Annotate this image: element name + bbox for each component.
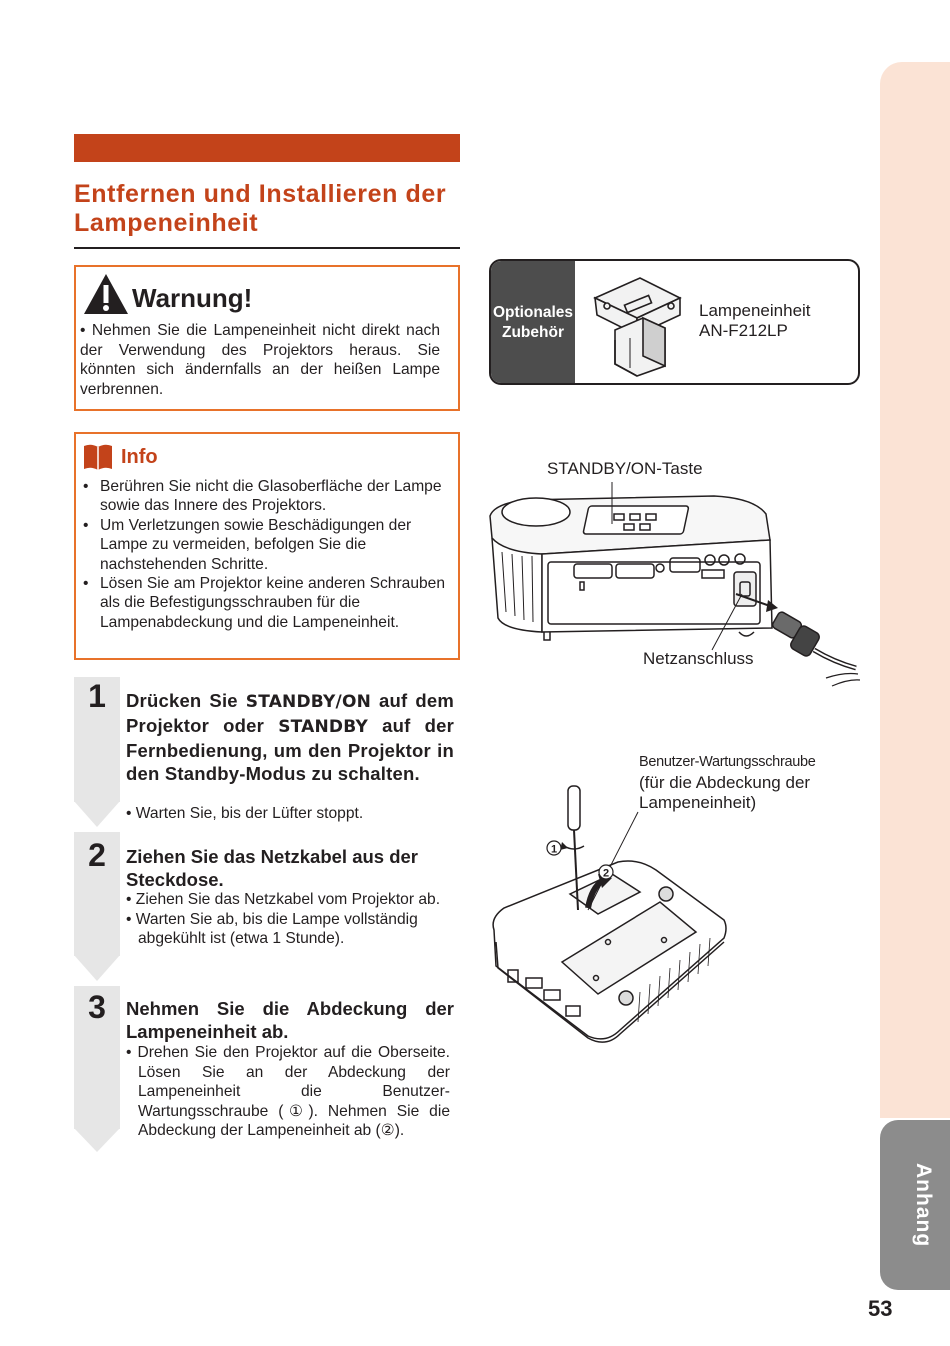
book-icon [82, 442, 114, 472]
step-2-arrow [74, 955, 120, 983]
warning-triangle-icon [82, 271, 130, 317]
step-1-number: 1 [88, 678, 106, 714]
accessory-tag-line: Optionales [492, 304, 574, 321]
projector-bottom-illustration [488, 782, 738, 1060]
step-2-bullet: • Warten Sie ab, bis die Lampe vollständig abgekühlt ist (etwa 1 Stunde). [126, 910, 418, 947]
step-3-number: 3 [88, 989, 106, 1025]
step-1-body [126, 804, 450, 824]
step-2-bullet: • Ziehen Sie das Netzkabel vom Projektor ab. [126, 891, 441, 908]
warning-text: • Nehmen Sie die Lampeneinheit nicht direkt nach der Verwendung des Projektors heraus. Sie könnten sich ändernfalls an der heißen Lampe verbrennen. [80, 322, 440, 398]
side-tab-label: Anhang [912, 1163, 935, 1248]
step-1-heading-part: Drücken Sie [126, 690, 246, 711]
lamp-unit-image [585, 270, 690, 378]
maintenance-screw-label: Benutzer-Wartungsschraube [639, 754, 816, 770]
step-2-body [126, 890, 450, 949]
section-header-bar [74, 134, 460, 162]
step-2-number: 2 [88, 837, 106, 873]
power-socket-label: Netzanschluss [643, 649, 754, 668]
projector-rear-illustration [484, 482, 864, 692]
accessory-tag [491, 261, 575, 383]
standby-key: STANDBY [278, 717, 368, 737]
accessory-name-line: Lampeneinheit [699, 301, 811, 320]
warning-title: Warnung! [132, 283, 253, 313]
page-number: 53 [868, 1296, 893, 1321]
step-marker-1: 1 [550, 843, 558, 856]
accessory-tag-line: Zubehör [502, 324, 564, 341]
info-item: • Um Verletzungen sowie Beschädigungen der Lampe zu vermeiden, befolgen Sie die nachstehenden Schritte. [80, 516, 452, 574]
standby-on-key: STANDBY/ON [245, 692, 372, 712]
step-marker-2: 2 [602, 867, 610, 880]
step-1-heading-part: auf dem Projektor oder [126, 690, 454, 736]
step-1-arrow [74, 801, 120, 829]
step-3-bullet: • Drehen Sie den Projektor auf die Oberseite. Lösen Sie an der Abdeckung der Lampeneinheit die Benutzer-Wartungsschraube (①). Nehmen Sie die Abdeckung der Lampeneinheit ab (②). [126, 1044, 450, 1139]
step-2-heading: Ziehen Sie das Netzkabel aus der Steckdose. [126, 846, 418, 890]
info-title: Info [121, 446, 158, 468]
info-item: • Berühren Sie nicht die Glasoberfläche der Lampe sowie das Innere des Projektors. [80, 477, 452, 516]
info-list [80, 477, 452, 632]
side-band [880, 62, 950, 1118]
info-item: • Lösen Sie am Projektor keine anderen Schrauben als die Befestigungsschrauben für die Lampenabdeckung und die Lampeneinheit. [80, 574, 452, 632]
step-1-heading [126, 689, 454, 785]
accessory-name [699, 301, 811, 341]
maintenance-screw-note: Lampeneinheit) [639, 793, 757, 812]
step-3-body [126, 1043, 450, 1141]
step-3-arrow [74, 1128, 120, 1154]
section-title: Entfernen und Installieren der Lampeneinheit [74, 180, 447, 237]
maintenance-screw-note: (für die Abdeckung der [639, 773, 811, 792]
step-1-bullet: • Warten Sie, bis der Lüfter stoppt. [126, 805, 364, 822]
step-1-heading-part: auf der Fernbedienung, um den Projektor in den Standby-Modus zu schalten. [126, 715, 454, 784]
standby-on-label: STANDBY/ON-Taste [547, 459, 703, 478]
title-rule [74, 247, 460, 249]
step-3-heading: Nehmen Sie die Abdeckung der Lampeneinheit ab. [126, 998, 454, 1042]
accessory-model: AN-F212LP [699, 321, 788, 340]
